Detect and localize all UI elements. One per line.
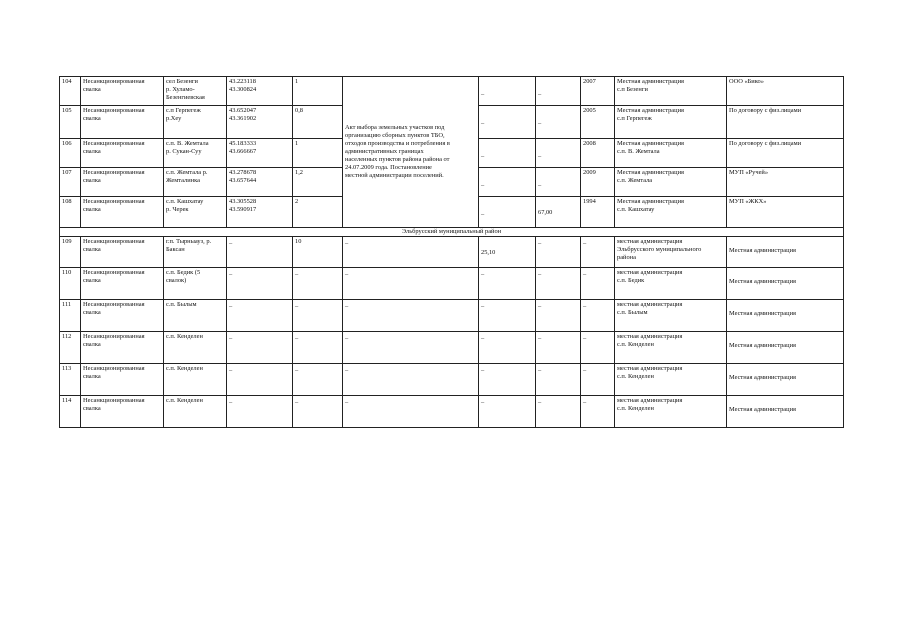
dump-location xyxy=(164,77,227,106)
dump-registry-table xyxy=(59,76,844,428)
dump-coordinates: _ xyxy=(227,332,293,364)
act-document: _ xyxy=(343,396,479,428)
row-number: 109 xyxy=(60,237,81,268)
dump-location-line: р. Черек xyxy=(166,206,189,213)
dump-location xyxy=(164,237,227,268)
dump-location xyxy=(164,197,227,228)
year: _ xyxy=(581,300,615,332)
dump-area: _ xyxy=(293,364,343,396)
dump-type-line: свалка xyxy=(83,373,101,380)
responsible-admin-line: с.п. В. Жемтала xyxy=(617,148,660,155)
dump-location-line: с.п. Былым xyxy=(166,301,197,308)
responsible-admin-line: с.п Герпегеж xyxy=(617,115,652,122)
year: _ xyxy=(581,364,615,396)
responsible-admin xyxy=(615,197,727,228)
responsible-admin-line: местная администрация xyxy=(617,238,683,245)
dump-area: 10 xyxy=(293,237,343,268)
value-2: _ xyxy=(536,139,581,168)
section-row xyxy=(60,228,844,237)
dump-area: _ xyxy=(293,268,343,300)
year: 2008 xyxy=(581,139,615,168)
dump-type-line: свалка xyxy=(83,115,101,122)
dump-type-line: Несанкционированная xyxy=(83,107,145,114)
operator-org: По договору с физ.лицами xyxy=(727,139,844,168)
dump-coordinates xyxy=(227,106,293,139)
year: _ xyxy=(581,332,615,364)
act-document-line: 24.07.2009 года. Постановление xyxy=(345,164,432,171)
responsible-admin xyxy=(615,237,727,268)
dump-type-line: свалка xyxy=(83,309,101,316)
value-1: _ xyxy=(479,77,536,106)
act-document-line: административных границах xyxy=(345,148,424,155)
dump-location-line: р. Хуламо- xyxy=(166,86,195,93)
dump-type xyxy=(81,197,164,228)
responsible-admin-line: с.п. Кенделен xyxy=(617,405,654,412)
dump-type-line: свалка xyxy=(83,206,101,213)
dump-type-line: свалка xyxy=(83,246,101,253)
act-document-line: организацию сборных пунктов ТБО, xyxy=(345,132,445,139)
value-2: _ xyxy=(536,106,581,139)
year: 2005 xyxy=(581,106,615,139)
dump-type-line: свалка xyxy=(83,405,101,412)
value-1: 25,10 xyxy=(479,237,536,268)
responsible-admin-line: с.п Безенги xyxy=(617,86,648,93)
responsible-admin xyxy=(615,106,727,139)
dump-location-line: р. Сукан-Суу xyxy=(166,148,202,155)
dump-coordinates: _ xyxy=(227,364,293,396)
dump-type xyxy=(81,396,164,428)
dump-coordinates: _ xyxy=(227,396,293,428)
responsible-admin xyxy=(615,332,727,364)
value-2: _ xyxy=(536,168,581,197)
table-row xyxy=(60,237,844,268)
dump-type xyxy=(81,268,164,300)
dump-location xyxy=(164,300,227,332)
dump-location-line: свалок) xyxy=(166,277,187,284)
act-document xyxy=(343,77,479,228)
responsible-admin-line: Местная администрация xyxy=(617,198,684,205)
responsible-admin xyxy=(615,268,727,300)
value-2: _ xyxy=(536,364,581,396)
responsible-admin-line: с.п. Жемтала xyxy=(617,177,653,184)
value-1: _ xyxy=(479,332,536,364)
responsible-admin-line: местная администрация xyxy=(617,333,683,340)
dump-coordinates-line: 43.657644 xyxy=(229,177,257,184)
dump-type-line: Несанкционированная xyxy=(83,238,145,245)
operator-org: МУП «ЖКХ» xyxy=(727,197,844,228)
dump-type-line: Несанкционированная xyxy=(83,78,145,85)
row-number: 111 xyxy=(60,300,81,332)
operator-org: Местная администрация xyxy=(727,332,844,364)
row-number: 112 xyxy=(60,332,81,364)
value-2: _ xyxy=(536,396,581,428)
responsible-admin-line: Местная администрация xyxy=(617,169,684,176)
operator-org: Местная администрация xyxy=(727,396,844,428)
dump-type-line: свалка xyxy=(83,148,101,155)
dump-type xyxy=(81,300,164,332)
dump-location-line: р.Хеу xyxy=(166,115,182,122)
year: 2007 xyxy=(581,77,615,106)
row-number: 107 xyxy=(60,168,81,197)
table-row xyxy=(60,332,844,364)
value-2: _ xyxy=(536,237,581,268)
value-1: _ xyxy=(479,168,536,197)
dump-coordinates-line: 43.300824 xyxy=(229,86,257,93)
year: 2009 xyxy=(581,168,615,197)
dump-area: _ xyxy=(293,332,343,364)
responsible-admin-line: Местная администрация xyxy=(617,107,684,114)
dump-type-line: Несанкционированная xyxy=(83,365,145,372)
dump-location xyxy=(164,364,227,396)
dump-type-line: свалка xyxy=(83,341,101,348)
act-document-line: населенных пунктов района района от xyxy=(345,156,450,163)
dump-location-line: Жемталинка xyxy=(166,177,200,184)
operator-org: Местная администрация xyxy=(727,300,844,332)
act-document: _ xyxy=(343,237,479,268)
dump-location-line: Безенгиевская xyxy=(166,94,205,101)
dump-coordinates xyxy=(227,139,293,168)
responsible-admin-line: с.п. Былым xyxy=(617,309,648,316)
operator-org: Местная администрация xyxy=(727,268,844,300)
value-2: _ xyxy=(536,300,581,332)
dump-area: 1 xyxy=(293,139,343,168)
year: _ xyxy=(581,396,615,428)
dump-coordinates xyxy=(227,197,293,228)
responsible-admin-line: района xyxy=(617,254,636,261)
responsible-admin-line: Местная администрация xyxy=(617,78,684,85)
responsible-admin-line: с.п. Кенделен xyxy=(617,341,654,348)
responsible-admin-line: Эльбрусского муниципального xyxy=(617,246,702,253)
dump-type xyxy=(81,237,164,268)
responsible-admin xyxy=(615,139,727,168)
act-document: _ xyxy=(343,268,479,300)
value-2: _ xyxy=(536,332,581,364)
year: _ xyxy=(581,268,615,300)
dump-coordinates-line: 43.666667 xyxy=(229,148,257,155)
operator-org: МУП «Ручей» xyxy=(727,168,844,197)
row-number: 113 xyxy=(60,364,81,396)
dump-area: 0,8 xyxy=(293,106,343,139)
value-2: _ xyxy=(536,77,581,106)
dump-area: _ xyxy=(293,396,343,428)
dump-type-line: свалка xyxy=(83,177,101,184)
responsible-admin-line: с.п. Бедик xyxy=(617,277,645,284)
dump-location-line: с.п. Жемтала р. xyxy=(166,169,208,176)
dump-coordinates: _ xyxy=(227,268,293,300)
dump-type-line: Несанкционированная xyxy=(83,198,145,205)
act-document-line: местной администрации поселений. xyxy=(345,172,444,179)
responsible-admin xyxy=(615,364,727,396)
act-document: _ xyxy=(343,300,479,332)
dump-coordinates: _ xyxy=(227,237,293,268)
value-1: _ xyxy=(479,268,536,300)
row-number: 108 xyxy=(60,197,81,228)
act-document-line: Акт выбора земельных участков под xyxy=(345,124,445,131)
dump-location xyxy=(164,139,227,168)
dump-coordinates-line: 43.361902 xyxy=(229,115,257,122)
dump-type xyxy=(81,332,164,364)
responsible-admin-line: местная администрация xyxy=(617,269,683,276)
dump-type-line: Несанкционированная xyxy=(83,333,145,340)
operator-org: По договору с физ.лицами xyxy=(727,106,844,139)
dump-area: 1,2 xyxy=(293,168,343,197)
dump-coordinates xyxy=(227,77,293,106)
dump-type-line: свалка xyxy=(83,86,101,93)
row-number: 114 xyxy=(60,396,81,428)
value-1: _ xyxy=(479,139,536,168)
value-1: _ xyxy=(479,197,536,228)
value-1: _ xyxy=(479,300,536,332)
value-2: 67,00 xyxy=(536,197,581,228)
dump-type xyxy=(81,139,164,168)
dump-location xyxy=(164,268,227,300)
value-1: _ xyxy=(479,396,536,428)
dump-location-line: с.п. Бедик (5 xyxy=(166,269,201,276)
dump-type-line: Несанкционированная xyxy=(83,397,145,404)
dump-type-line: Несанкционированная xyxy=(83,301,145,308)
dump-coordinates: _ xyxy=(227,300,293,332)
dump-type-line: Несанкционированная xyxy=(83,169,145,176)
responsible-admin-line: местная администрация xyxy=(617,301,683,308)
dump-location xyxy=(164,396,227,428)
operator-org: Местная администрация xyxy=(727,237,844,268)
dump-area: 2 xyxy=(293,197,343,228)
value-2: _ xyxy=(536,268,581,300)
row-number: 110 xyxy=(60,268,81,300)
dump-type xyxy=(81,106,164,139)
year: 1994 xyxy=(581,197,615,228)
dump-location-line: с.п. Кенделен xyxy=(166,333,203,340)
row-number: 105 xyxy=(60,106,81,139)
dump-coordinates-line: 45.183333 xyxy=(229,140,257,147)
responsible-admin xyxy=(615,77,727,106)
row-number: 106 xyxy=(60,139,81,168)
dump-location xyxy=(164,106,227,139)
dump-location-line: Баксан xyxy=(166,246,185,253)
dump-coordinates-line: 43.305528 xyxy=(229,198,257,205)
dump-location-line: с.п. Кенделен xyxy=(166,397,203,404)
value-1: _ xyxy=(479,106,536,139)
responsible-admin xyxy=(615,168,727,197)
table-row xyxy=(60,364,844,396)
table-row xyxy=(60,396,844,428)
dump-location xyxy=(164,168,227,197)
dump-location-line: с.п. Кенделен xyxy=(166,365,203,372)
dump-location-line: с.п Герпегеж xyxy=(166,107,201,114)
dump-coordinates-line: 43.590917 xyxy=(229,206,257,213)
dump-coordinates xyxy=(227,168,293,197)
dump-location-line: с.п. Кашхатау xyxy=(166,198,204,205)
responsible-admin-line: с.п. Кашхатау xyxy=(617,206,655,213)
responsible-admin xyxy=(615,396,727,428)
responsible-admin-line: Местная администрация xyxy=(617,140,684,147)
responsible-admin xyxy=(615,300,727,332)
act-document-line: отходов производства и потребления в xyxy=(345,140,450,147)
section-title: Эльбрусский муниципальный район xyxy=(60,228,844,237)
dump-type-line: Несанкционированная xyxy=(83,140,145,147)
dump-location xyxy=(164,332,227,364)
act-document: _ xyxy=(343,364,479,396)
dump-type-line: Несанкционированная xyxy=(83,269,145,276)
act-document: _ xyxy=(343,332,479,364)
value-1: _ xyxy=(479,364,536,396)
row-number: 104 xyxy=(60,77,81,106)
dump-coordinates-line: 43.223118 xyxy=(229,78,256,85)
operator-org: ООО «Бико» xyxy=(727,77,844,106)
table-row xyxy=(60,268,844,300)
responsible-admin-line: местная администрация xyxy=(617,397,683,404)
responsible-admin-line: местная администрация xyxy=(617,365,683,372)
dump-area: 1 xyxy=(293,77,343,106)
dump-type xyxy=(81,77,164,106)
dump-location-line: г.п. Тырныауз, р. xyxy=(166,238,212,245)
dump-type xyxy=(81,168,164,197)
dump-coordinates-line: 43.652047 xyxy=(229,107,257,114)
year: _ xyxy=(581,237,615,268)
dump-type-line: свалка xyxy=(83,277,101,284)
dump-coordinates-line: 43.278678 xyxy=(229,169,257,176)
table-row xyxy=(60,300,844,332)
dump-location-line: с.п. В. Жемтала xyxy=(166,140,209,147)
operator-org: Местная администрация xyxy=(727,364,844,396)
dump-type xyxy=(81,364,164,396)
dump-area: _ xyxy=(293,300,343,332)
responsible-admin-line: с.п. Кенделен xyxy=(617,373,654,380)
table-row xyxy=(60,77,844,106)
dump-location-line: сел Безенги xyxy=(166,78,198,85)
